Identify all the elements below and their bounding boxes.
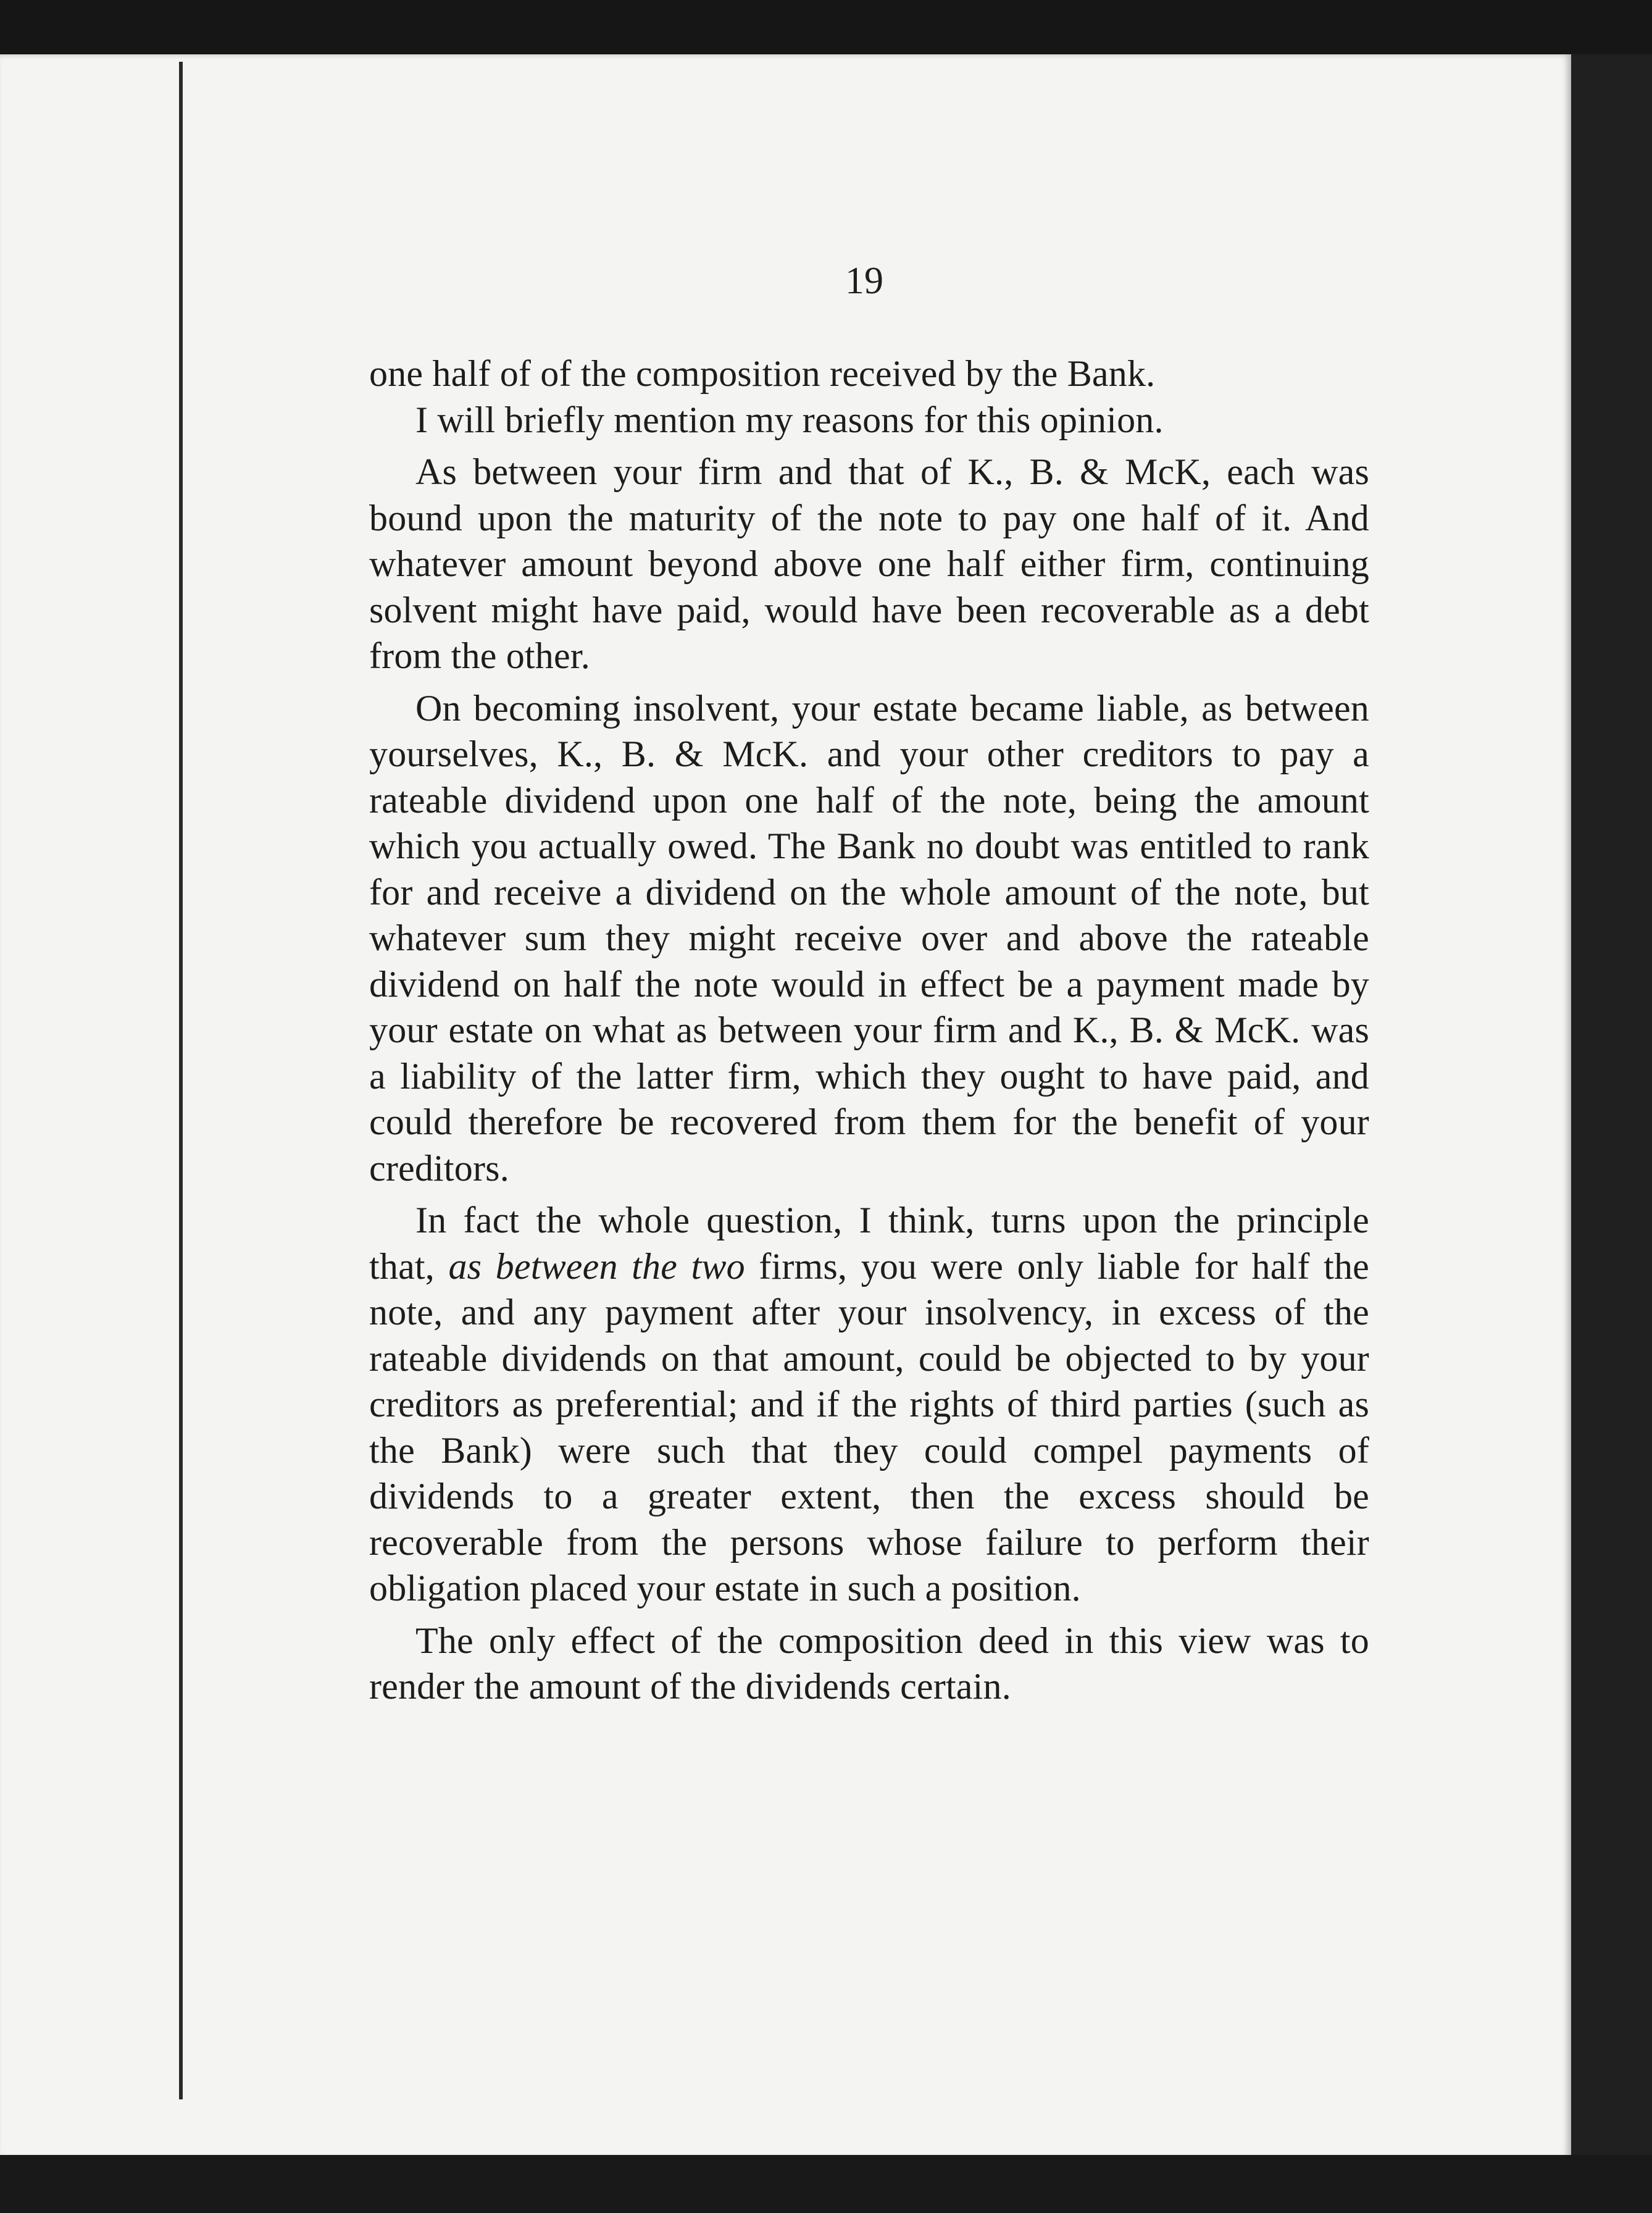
scan-border-right	[1571, 54, 1652, 2159]
paragraph-5-text-a: In fact the whole question, I think, turns upon the principle that,	[369, 1200, 1369, 1287]
paragraph-4-text: On becoming insolvent, your estate became liable, as between yourselves, K., B. & McK. and your other creditors to pay a rateable dividend upon one half of the note, being the amount which you actually owed. The Bank no doubt was entitled to rank for and receive a dividend on the whole amount of the note, but whatever sum they might receive over and above the rateable dividend on half the note would in effect be a payment made by your estate on what as between your firm and K., B. & McK. was a liability of the latter firm, which they ought to have paid, and could therefore be recovered from them for the benefit of your creditors.	[369, 687, 1369, 1189]
paragraph-1	[369, 351, 1369, 397]
paragraph-3-text: As between your firm and that of K., B. & McK, each was bound upon the maturity of the note to pay one half of it. And whatever amount beyond above one half either firm, continuing solvent might have paid, would have been recoverable as a debt from the other.	[369, 451, 1369, 676]
paragraph-4	[369, 685, 1369, 1192]
paragraph-2	[369, 397, 1369, 443]
page-number: 19	[845, 260, 883, 302]
paragraph-1-text: one half of of the composition received by the Bank.	[369, 353, 1156, 394]
paragraph-2-text: I will briefly mention my reasons for this opinion.	[415, 399, 1164, 440]
paragraph-6	[369, 1618, 1369, 1710]
paragraph-3	[369, 449, 1369, 679]
scan-border-bottom	[0, 2155, 1652, 2213]
paragraph-5-text-b: firms, you were only liable for half the note, and any payment after your insolvency, in excess of the rateable dividends on that amount, could be objected to by your creditors as preferential; and if the rights of third parties (such as the Bank) were such that they could compel payments of dividends to a greater extent, then the excess should be recoverable from the persons whose failure to perform their obligation placed your estate in such a position.	[369, 1245, 1369, 1609]
binding-gutter-line	[179, 62, 183, 2099]
paragraph-5	[369, 1197, 1369, 1612]
paragraph-6-text: The only effect of the composition deed in this view was to render the amount of the dividends certain.	[369, 1620, 1369, 1707]
body-text	[369, 351, 1369, 1710]
paragraph-5-italic-phrase: as between the two	[448, 1245, 745, 1287]
